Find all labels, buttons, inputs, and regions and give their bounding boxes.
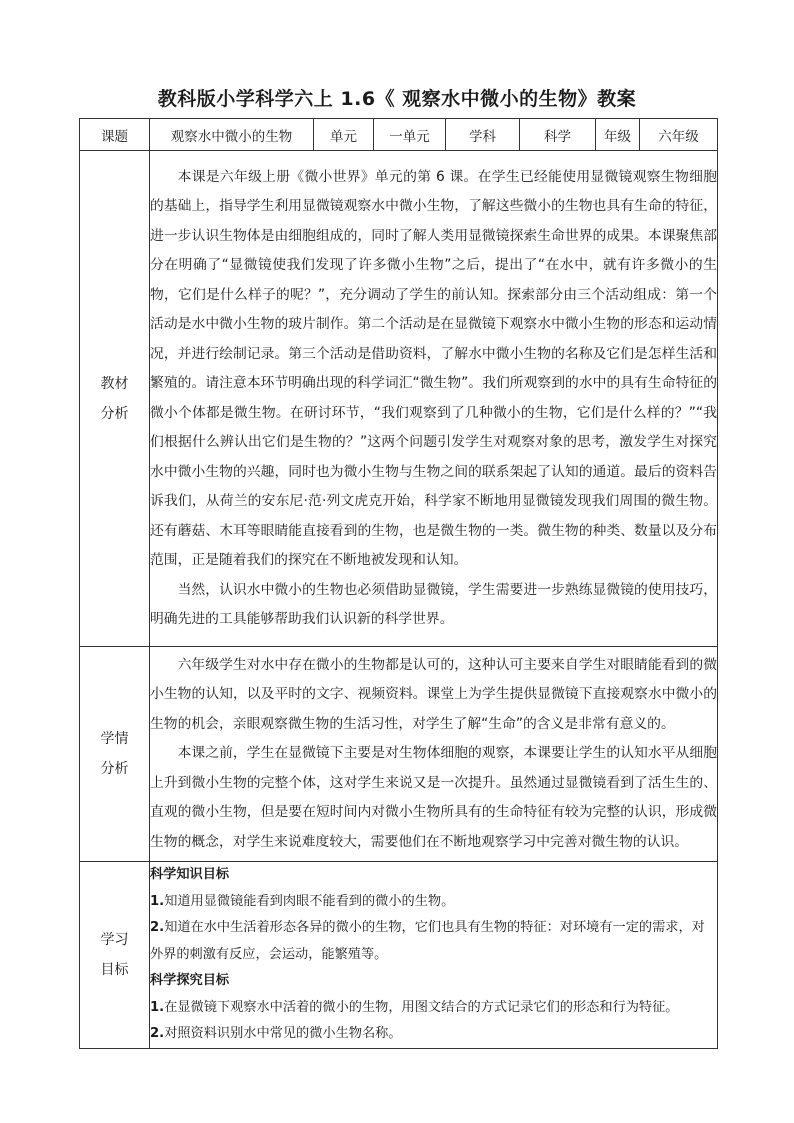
goals-label-line2: 目标: [100, 961, 129, 978]
student-analysis-label: [80, 647, 150, 862]
textbook-paragraph-2: 当然，认识水中微小的生物也必须借助显微镜，学生需要进一步熟练显微镜的使用技巧，明确先进的工具能够帮助我们认识新的科学世界。: [150, 581, 717, 627]
knowledge-goals-heading: 科学知识目标: [150, 867, 230, 882]
student-analysis-row: [80, 647, 718, 862]
student-analysis-content: [150, 647, 718, 862]
knowledge-goal-item: [150, 889, 717, 916]
textbook-label-line2: 分析: [100, 405, 129, 422]
student-paragraph-1: 六年级学生对水中存在微小的生物都是认可的，这种认可主要来自学生对眼睛能看到的微小生物的认知，以及平时的文字、视频资料。课堂上为学生提供显微镜下直接观察水中微小的生物的机会，亲眼观察微生物的生活习性，对学生了解“生命”的含义是非常有意义的。: [150, 656, 717, 732]
student-label-line1: 学情: [100, 731, 129, 747]
grade-label: 年级: [596, 119, 640, 151]
header-row: [80, 119, 718, 151]
student-paragraph-2: 本课之前，学生在显微镜下主要是对生物体细胞的观察，本课要让学生的认知水平从细胞上升到微小生物的完整个体，这对学生来说又是一次提升。虽然通过显微镜看到了活生生的、直观的微小生物，但是要在短时间内对微小生物所具有的生命特征有较为完整的认识，形成微生物的概念，对学生来说难度较大，需要他们在不断地观察学习中完善对微生物的认识。: [150, 745, 717, 850]
inquiry-goals-heading: 科学探究目标: [150, 973, 230, 988]
textbook-analysis-content: [150, 151, 718, 647]
inquiry-goal-item: [150, 995, 717, 1022]
knowledge-goal-text: 知道用显微镜能看到肉眼不能看到的微小的生物。: [164, 893, 455, 909]
lesson-plan-table: [79, 118, 718, 1049]
grade-value: 六年级: [640, 119, 718, 151]
knowledge-goal-number: 1.: [150, 893, 165, 909]
goals-label-line1: 学习: [100, 931, 129, 948]
inquiry-goal-number: 2.: [150, 1026, 165, 1041]
inquiry-goal-number: 1.: [150, 999, 165, 1015]
topic-value: 观察水中微小的生物: [150, 119, 314, 151]
learning-goals-row: [80, 862, 718, 1049]
topic-label: 课题: [80, 119, 150, 151]
learning-goals-label: [80, 862, 150, 1049]
textbook-paragraph-1: 本课是六年级上册《微小世界》单元的第 6 课。在学生已经能使用显微镜观察生物细胞的基础上，指导学生利用显微镜观察水中微小生物，了解这些微小的生物也具有生命的特征，进一步认识生物体是由细胞组成的，同时了解人类用显微镜探索生命世界的成果。本课聚焦部分在明确了“显微镜使我们发现了许多微小生物”之后，提出了“在水中，就有许多微小的生物，它们是什么样子的呢？”，充分调动了学生的前认知。探索部分由三个活动组成：第一个活动是水中微小生物的玻片制作。第二个活动是在显微镜下观察水中微小生物的形态和运动情况，并进行绘制记录。第三个活动是借助资料，了解水中微小生物的名称及它们是怎样生活和繁殖的。请注意本环节明确出现的科学词汇“微生物”。我们所观察到的水中的具有生命特征的微小个体都是微生物。在研讨环节，“我们观察到了几种微小的生物，它们是什么样的？”“我们根据什么辨认出它们是生物的？”这两个问题引发学生对观察对象的思考，激发学生对探究水中微小生物的兴趣，同时也为微小生物与生物之间的联系架起了认知的通道。最后的资料告诉我们，从荷兰的安东尼·范·列文虎克开始，科学家不断地用显微镜发现我们周围的微生物。还有蘑菇、木耳等眼睛能直接看到的生物，也是微生物的一类。微生物的种类、数量以及分布范围，正是随着我们的探究在不断地被发现和认知。: [150, 168, 717, 568]
knowledge-goal-text: 知道在水中生活着形态各异的微小的生物，它们也具有生物的特征：对环境有一定的需求，对外界的刺激有反应，会运动，能繁殖等。: [150, 920, 705, 962]
inquiry-goal-item: [150, 1021, 717, 1048]
knowledge-goal-number: 2.: [150, 920, 165, 935]
unit-value: 一单元: [374, 119, 446, 151]
subject-label: 学科: [446, 119, 520, 151]
knowledge-goal-item: [150, 915, 717, 968]
textbook-label-line1: 教材: [100, 375, 129, 392]
unit-label: 单元: [314, 119, 374, 151]
student-label-line2: 分析: [100, 761, 129, 777]
subject-value: 科学: [520, 119, 596, 151]
inquiry-goal-text: 对照资料识别水中常见的微小生物名称。: [164, 1026, 402, 1041]
document-title: 教科版小学科学六上 1.6《 观察水中微小的生物》教案: [157, 88, 637, 110]
textbook-analysis-row: [80, 151, 718, 647]
textbook-analysis-label: [80, 151, 150, 647]
inquiry-goal-text: 在显微镜下观察水中活着的微小的生物，用图文结合的方式记录它们的形态和行为特征。: [164, 999, 679, 1015]
learning-goals-content: [150, 862, 718, 1049]
